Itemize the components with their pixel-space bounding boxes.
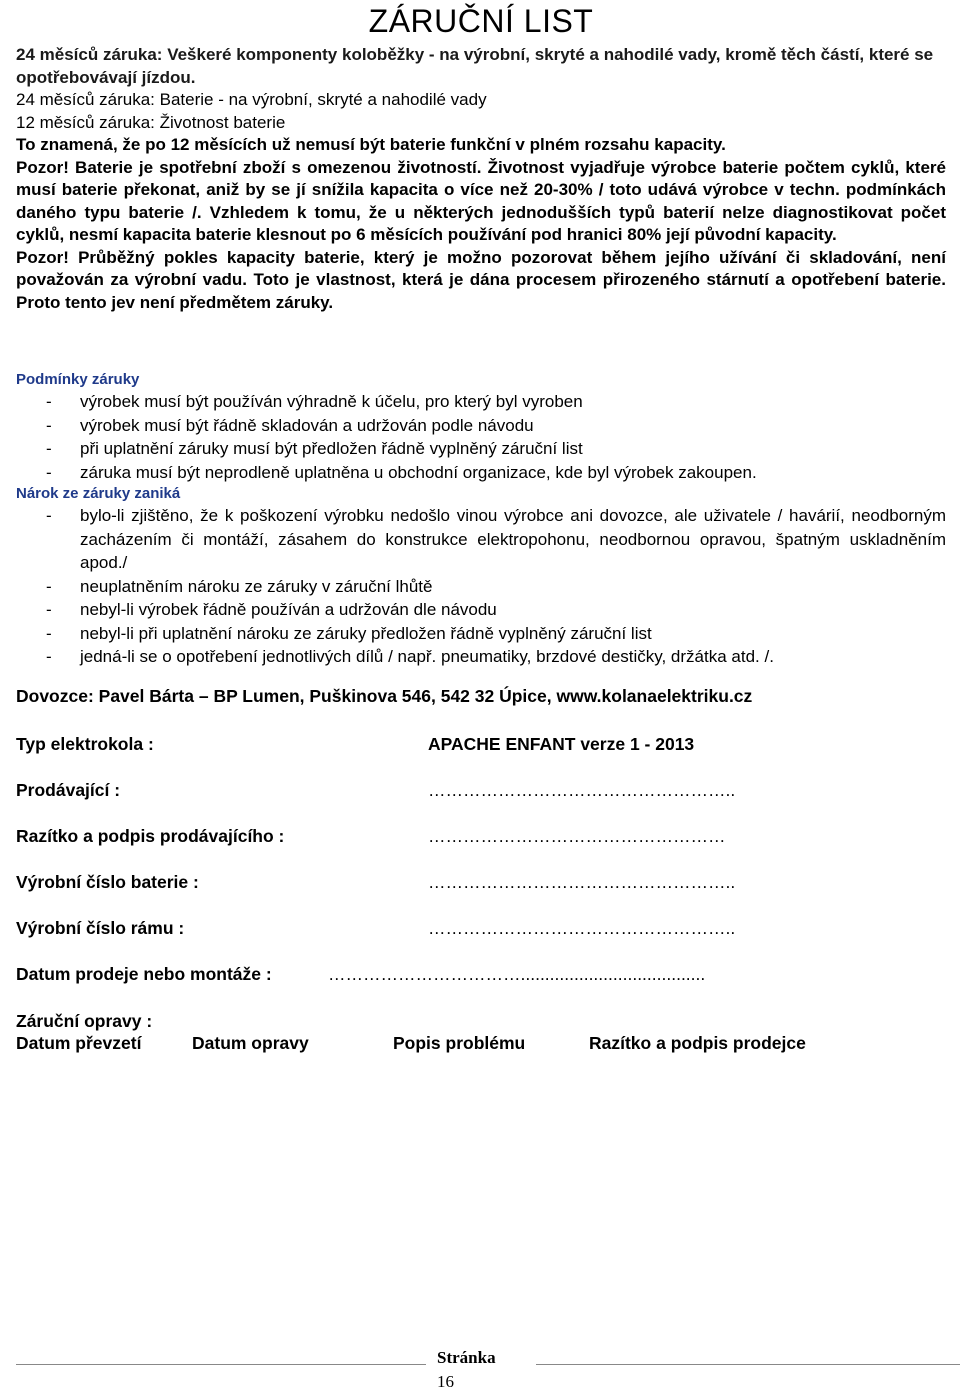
seller-field[interactable]: …………………………………………….. (428, 780, 736, 800)
intro-line-2: 24 měsíců záruka: Baterie - na výrobní, skryté a nahodilé vady (16, 90, 487, 109)
repairs-label: Záruční opravy : (16, 1011, 153, 1031)
footer-page-label: Stránka (437, 1348, 496, 1367)
list-item: - výrobek musí být používán výhradně k účelu, pro který byl vyroben (46, 392, 583, 411)
pozor-text: Průběžný pokles kapacity baterie, který je možno pozorovat během jejího užívání či skladování, není považován za výrobní vadu. Toto je vlastnost, která je dána procesem přirozeného stárnutí a opotřebení baterie. Proto tento jev není předmětem záruky. (16, 247, 946, 312)
pozor-paragraph-1: Pozor! Baterie je spotřební zboží s omezenou životností. Životnost vyjadřuje výrobce baterie počtem cyklů, které musí baterie překonat, aniž by se jí snížila kapacita o více než 20-30% / toto udává výrobce v techn. podmínkách daného typu baterie /. Vzhledem k tomu, že u některých jednodušších typů baterií nelze diagnostikovat počet cyklů, nesmí kapacita baterie klesnout po 6 měsících používání pod hranici 80% její původní kapacity. (16, 157, 946, 244)
column-header: Datum opravy (192, 1033, 309, 1053)
list-item: - nebyl-li výrobek řádně používán a udržován dle návodu (46, 600, 497, 619)
footer-rule-right (536, 1364, 960, 1365)
pozor-label: Pozor! (16, 247, 69, 267)
type-label: Typ elektrokola : (16, 734, 154, 754)
conditions-section (16, 370, 946, 669)
intro-section (16, 44, 946, 314)
stamp-label: Razítko a podpis prodávajícího : (16, 826, 285, 846)
type-value: APACHE ENFANT verze 1 - 2013 (428, 734, 695, 754)
column-header: Popis problému (393, 1033, 526, 1053)
column-header: Razítko a podpis prodejce (589, 1033, 806, 1053)
sale-date-label: Datum prodeje nebo montáže : (16, 964, 272, 984)
conditions-heading: Podmínky záruky (16, 371, 140, 388)
list-item: - nebyl-li při uplatnění nároku ze záruky předložen řádně vyplněný záruční list (46, 623, 652, 643)
footer-rule-left (16, 1364, 426, 1365)
list-item: - jedná-li se o opotřebení jednotlivých dílů / např. pneumatiky, brzdové destičky, držátka atd. /. (46, 647, 774, 666)
battery-serial-label: Výrobní číslo baterie : (16, 872, 199, 892)
intro-line-3: 12 měsíců záruka: Životnost baterie (16, 112, 286, 132)
sale-date-field[interactable]: ……………………………...................................... (328, 964, 706, 984)
list-item: - při uplatnění záruky musí být předložen řádně vyplněný záruční list (46, 439, 583, 458)
list-item: - výrobek musí být řádně skladován a udržován podle návodu (46, 415, 534, 435)
page-title: ZÁRUČNÍ LIST (368, 3, 594, 39)
conditions-list (16, 390, 946, 484)
frame-serial-label: Výrobní číslo rámu : (16, 918, 185, 938)
frame-serial-field[interactable]: …………………………………………….. (428, 918, 736, 938)
void-heading: Nárok ze záruky zaniká (16, 485, 181, 502)
footer-page-number: 16 (437, 1372, 454, 1391)
pozor-paragraph-2 (16, 247, 946, 315)
void-list (16, 504, 946, 669)
list-item: - záruka musí být neprodleně uplatněna u obchodní organizace, kde byl výrobek zakoupen. (46, 462, 757, 482)
list-item: - neuplatněním nároku ze záruky v záruční lhůtě (46, 576, 433, 596)
intro-line-1: 24 měsíců záruka: Veškeré komponenty koloběžky - na výrobní, skryté a nahodilé vady, kromě těch částí, které se opotřebovávají jízdou. (16, 45, 934, 87)
stamp-field[interactable]: …………………………………………… (428, 826, 726, 846)
list-item: - bylo-li zjištěno, že k poškození výrobku nedošlo vinou výrobce ani dovozce, ale uživatele / havárií, neodborným zacházením či montáží, zásahem do konstrukce elektropohonu, neodbornou opravou, špatným uskladněním apod./ (46, 506, 946, 572)
battery-serial-field[interactable]: …………………………………………….. (428, 872, 736, 892)
intro-line-4: To znamená, že po 12 měsících už nemusí být baterie funkční v plném rozsahu kapacity. (16, 135, 726, 154)
column-header: Datum převzetí (16, 1033, 142, 1053)
seller-label: Prodávající : (16, 780, 121, 800)
importer-info: Dovozce: Pavel Bárta – BP Lumen, Puškinova 546, 542 32 Úpice, www.kolanaelektriku.cz (16, 686, 753, 706)
